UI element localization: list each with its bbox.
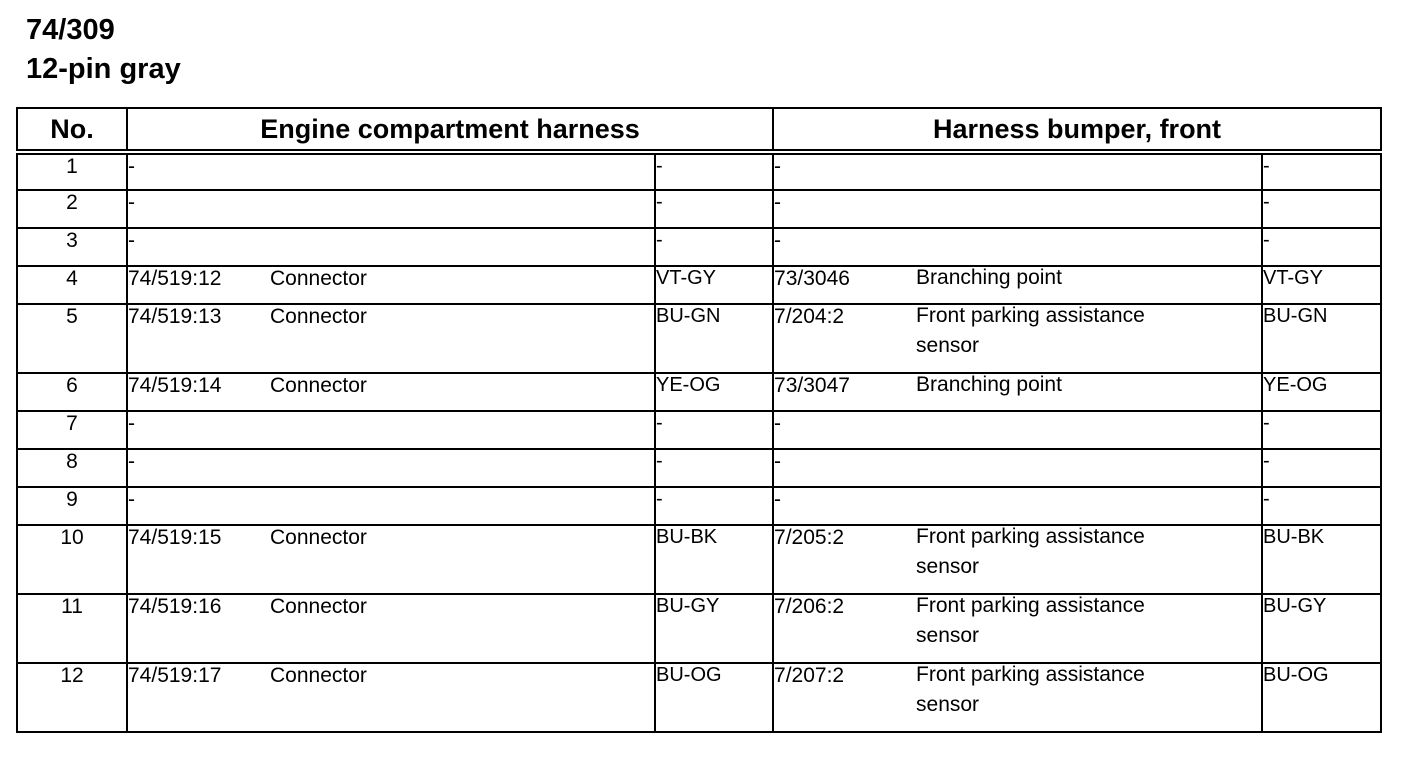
table-row: [17, 525, 1381, 594]
right-component-desc: Front parking assistance sensor: [916, 594, 1145, 647]
pin-number: 8: [17, 449, 127, 487]
right-component-desc: Branching point: [916, 373, 1062, 396]
right-component: [773, 190, 1262, 228]
right-wire-color: BU-OG: [1262, 663, 1381, 732]
left-component: [127, 266, 655, 304]
right-component: [773, 373, 1262, 411]
left-component-desc: Connector: [270, 305, 367, 328]
right-wire-color: -: [1262, 190, 1381, 228]
header-engine-compartment-harness: Engine compartment harness: [127, 108, 773, 152]
table-header-row: [17, 108, 1381, 152]
left-component-code: -: [128, 229, 135, 252]
pin-number: 1: [17, 152, 127, 190]
left-wire-color: -: [655, 449, 773, 487]
table-body: [17, 152, 1381, 732]
pin-number: 4: [17, 266, 127, 304]
pin-number: 3: [17, 228, 127, 266]
left-component-code: -: [128, 191, 135, 214]
left-component: [127, 373, 655, 411]
right-component-code: 7/207:2: [774, 664, 845, 687]
table-row: [17, 304, 1381, 373]
left-component-desc: Connector: [270, 595, 367, 618]
table-row: [17, 266, 1381, 304]
left-component: [127, 152, 655, 190]
pin-number: 2: [17, 190, 127, 228]
pin-number: 12: [17, 663, 127, 732]
left-component: [127, 663, 655, 732]
header-harness-bumper-front: Harness bumper, front: [773, 108, 1381, 152]
right-component: [773, 663, 1262, 732]
table-row: [17, 152, 1381, 190]
left-component-code: 74/519:15: [128, 526, 222, 549]
left-wire-color: -: [655, 487, 773, 525]
left-wire-color: -: [655, 190, 773, 228]
right-component-code: -: [774, 191, 782, 214]
right-component-desc: Front parking assistance sensor: [916, 304, 1145, 357]
right-wire-color: BU-GY: [1262, 594, 1381, 663]
right-wire-color: -: [1262, 487, 1381, 525]
right-component-code: 73/3047: [774, 374, 850, 397]
left-component: [127, 487, 655, 525]
right-component-desc: Front parking assistance sensor: [916, 525, 1145, 578]
right-wire-color: -: [1262, 152, 1381, 190]
table-row: [17, 487, 1381, 525]
right-component-code: -: [774, 450, 782, 473]
left-component-code: -: [128, 488, 135, 511]
left-component: [127, 411, 655, 449]
left-wire-color: -: [655, 411, 773, 449]
left-wire-color: BU-OG: [655, 663, 773, 732]
left-wire-color: -: [655, 228, 773, 266]
table-row: [17, 663, 1381, 732]
right-component-code: -: [774, 155, 782, 178]
left-component-code: 74/519:16: [128, 595, 222, 618]
right-component-code: 7/206:2: [774, 595, 845, 618]
right-component-desc: Branching point: [916, 266, 1062, 289]
pin-number: 9: [17, 487, 127, 525]
table-row: [17, 373, 1381, 411]
left-component-code: 74/519:13: [128, 305, 222, 328]
left-component-code: 74/519:14: [128, 374, 222, 397]
left-component: [127, 228, 655, 266]
left-component: [127, 190, 655, 228]
right-wire-color: -: [1262, 411, 1381, 449]
left-wire-color: VT-GY: [655, 266, 773, 304]
pin-number: 6: [17, 373, 127, 411]
right-wire-color: -: [1262, 228, 1381, 266]
left-component-code: 74/519:17: [128, 664, 222, 687]
left-component-desc: Connector: [270, 374, 367, 397]
right-component-code: 73/3046: [774, 267, 850, 290]
table-row: [17, 411, 1381, 449]
table-row: [17, 594, 1381, 663]
table-row: [17, 190, 1381, 228]
left-wire-color: BU-GY: [655, 594, 773, 663]
connector-type-title: 12-pin gray: [26, 53, 181, 85]
right-component-desc: Front parking assistance sensor: [916, 663, 1145, 716]
left-component-code: 74/519:12: [128, 267, 222, 290]
left-component-code: -: [128, 155, 135, 178]
table-row: [17, 449, 1381, 487]
right-wire-color: BU-BK: [1262, 525, 1381, 594]
table-row: [17, 228, 1381, 266]
right-component: [773, 449, 1262, 487]
right-component: [773, 487, 1262, 525]
right-wire-color: VT-GY: [1262, 266, 1381, 304]
left-wire-color: YE-OG: [655, 373, 773, 411]
right-component: [773, 152, 1262, 190]
pin-assignment-table: [16, 107, 1382, 733]
right-component-code: -: [774, 412, 782, 435]
left-component: [127, 525, 655, 594]
right-component: [773, 304, 1262, 373]
right-component-code: 7/205:2: [774, 526, 845, 549]
right-component: [773, 411, 1262, 449]
right-component: [773, 525, 1262, 594]
left-component-desc: Connector: [270, 267, 367, 290]
left-wire-color: -: [655, 152, 773, 190]
left-component: [127, 594, 655, 663]
left-wire-color: BU-BK: [655, 525, 773, 594]
left-component-code: -: [128, 450, 135, 473]
connector-id-title: 74/309: [26, 14, 115, 46]
right-component: [773, 594, 1262, 663]
right-component-code: 7/204:2: [774, 305, 845, 328]
right-wire-color: YE-OG: [1262, 373, 1381, 411]
pin-number: 10: [17, 525, 127, 594]
left-component: [127, 304, 655, 373]
right-component: [773, 266, 1262, 304]
pin-number: 5: [17, 304, 127, 373]
left-component-desc: Connector: [270, 664, 367, 687]
pin-number: 7: [17, 411, 127, 449]
left-component: [127, 449, 655, 487]
right-wire-color: -: [1262, 449, 1381, 487]
left-wire-color: BU-GN: [655, 304, 773, 373]
pin-number: 11: [17, 594, 127, 663]
right-component-code: -: [774, 488, 782, 511]
right-component-code: -: [774, 229, 782, 252]
left-component-desc: Connector: [270, 526, 367, 549]
right-component: [773, 228, 1262, 266]
left-component-code: -: [128, 412, 135, 435]
header-no: No.: [17, 108, 127, 152]
right-wire-color: BU-GN: [1262, 304, 1381, 373]
